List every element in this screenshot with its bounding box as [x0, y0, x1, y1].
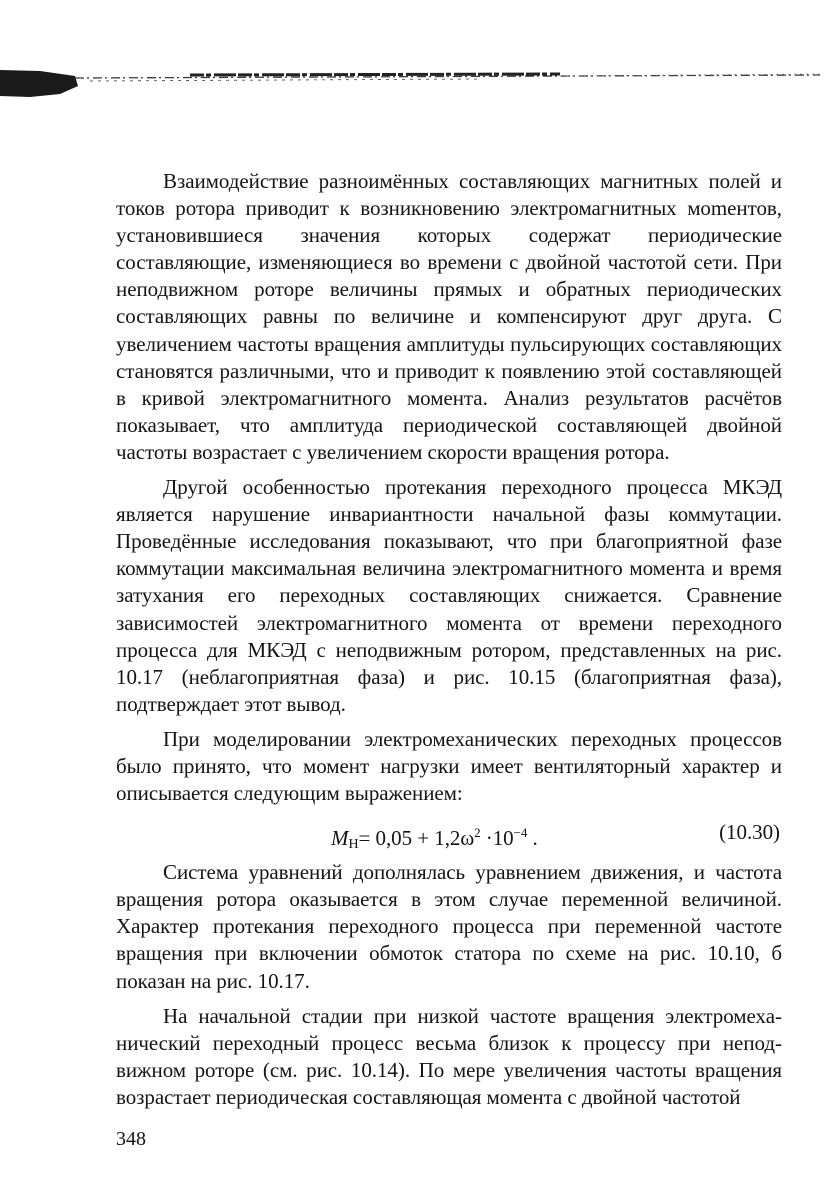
formula-power-2: 2	[474, 825, 481, 841]
scan-edge-artifact	[0, 62, 839, 102]
paragraph-3: При моделировании электромеханических переходных процессов было принято, что момент нагрузки имеет вентиляторный характер и описывается следующим выражением:	[116, 726, 782, 806]
formula-times: ·10	[480, 826, 514, 851]
page-body	[116, 168, 782, 1119]
formula-end: .	[527, 826, 538, 851]
paragraph-5: На начальной стадии при низкой частоте вращения электромеханический переходный процесс весьма близок к процессу при неподвижном роторе (см. рис. 10.14). По мере увеличения частоты вращения возрастает периодическая составляющая момента с двойной частотой	[116, 1003, 782, 1109]
formula-subscript: Н	[348, 837, 359, 853]
formula-symbol: M	[331, 826, 349, 851]
paragraph-2: Другой особенностью протекания переходного процесса МКЭД является нарушение инвариантности начальной фазы коммутации. Проведённые исследования показывают, что при благоприятной фазе коммутации максимальная величина электромагнитного момента и время затухания его переходных составляющих снижается. Сравнение зависимостей электромагнитного момента от времени переходного процесса для МКЭД с неподвижным ротором, представленных на рис. 10.17 (неблагоприятная фаза) и рис. 10.15 (благоприятная фаза), подтверждает этот вывод.	[116, 475, 782, 716]
formula-body: = 0,05 + 1,2ω	[358, 826, 475, 851]
formula-expression	[331, 819, 538, 858]
paragraph-4: Система уравнений дополнялась уравнением движения, и частота вращения ротора оказывается в этом случае переменной величиной. Характер протекания переходного процесса при переменной частоте вращения при включении обмоток статора по схеме на рис. 10.10, б показан на рис. 10.17.	[116, 860, 782, 993]
formula-power-exp: −4	[513, 825, 528, 841]
paragraph-1: Взаимодействие разноимённых составляющих магнитных полей и токов ротора приводит к возникновению электромагнитных моmентов, установившиеся значения которых содержат периодические составляющие, изменяющиеся во времени с двойной частотой сети. При неподвижном роторе величины прямых и обратных периодических составляющих равны по величине и компенсируют друг друга. С увеличением частоты вращения амплитуды пульсирующих составляющих становятся различными, что и приводит к появлению этой составляющей в кривой электромагнитного момента. Анализ результатов расчётов показывает, что амплитуда периодической составляющей двойной частоты возрастает с увеличением скорости вращения ротора.	[116, 169, 782, 464]
page-number: 348	[116, 1128, 146, 1150]
equation-number: (10.30)	[719, 820, 780, 845]
equation-10-30	[116, 815, 782, 853]
